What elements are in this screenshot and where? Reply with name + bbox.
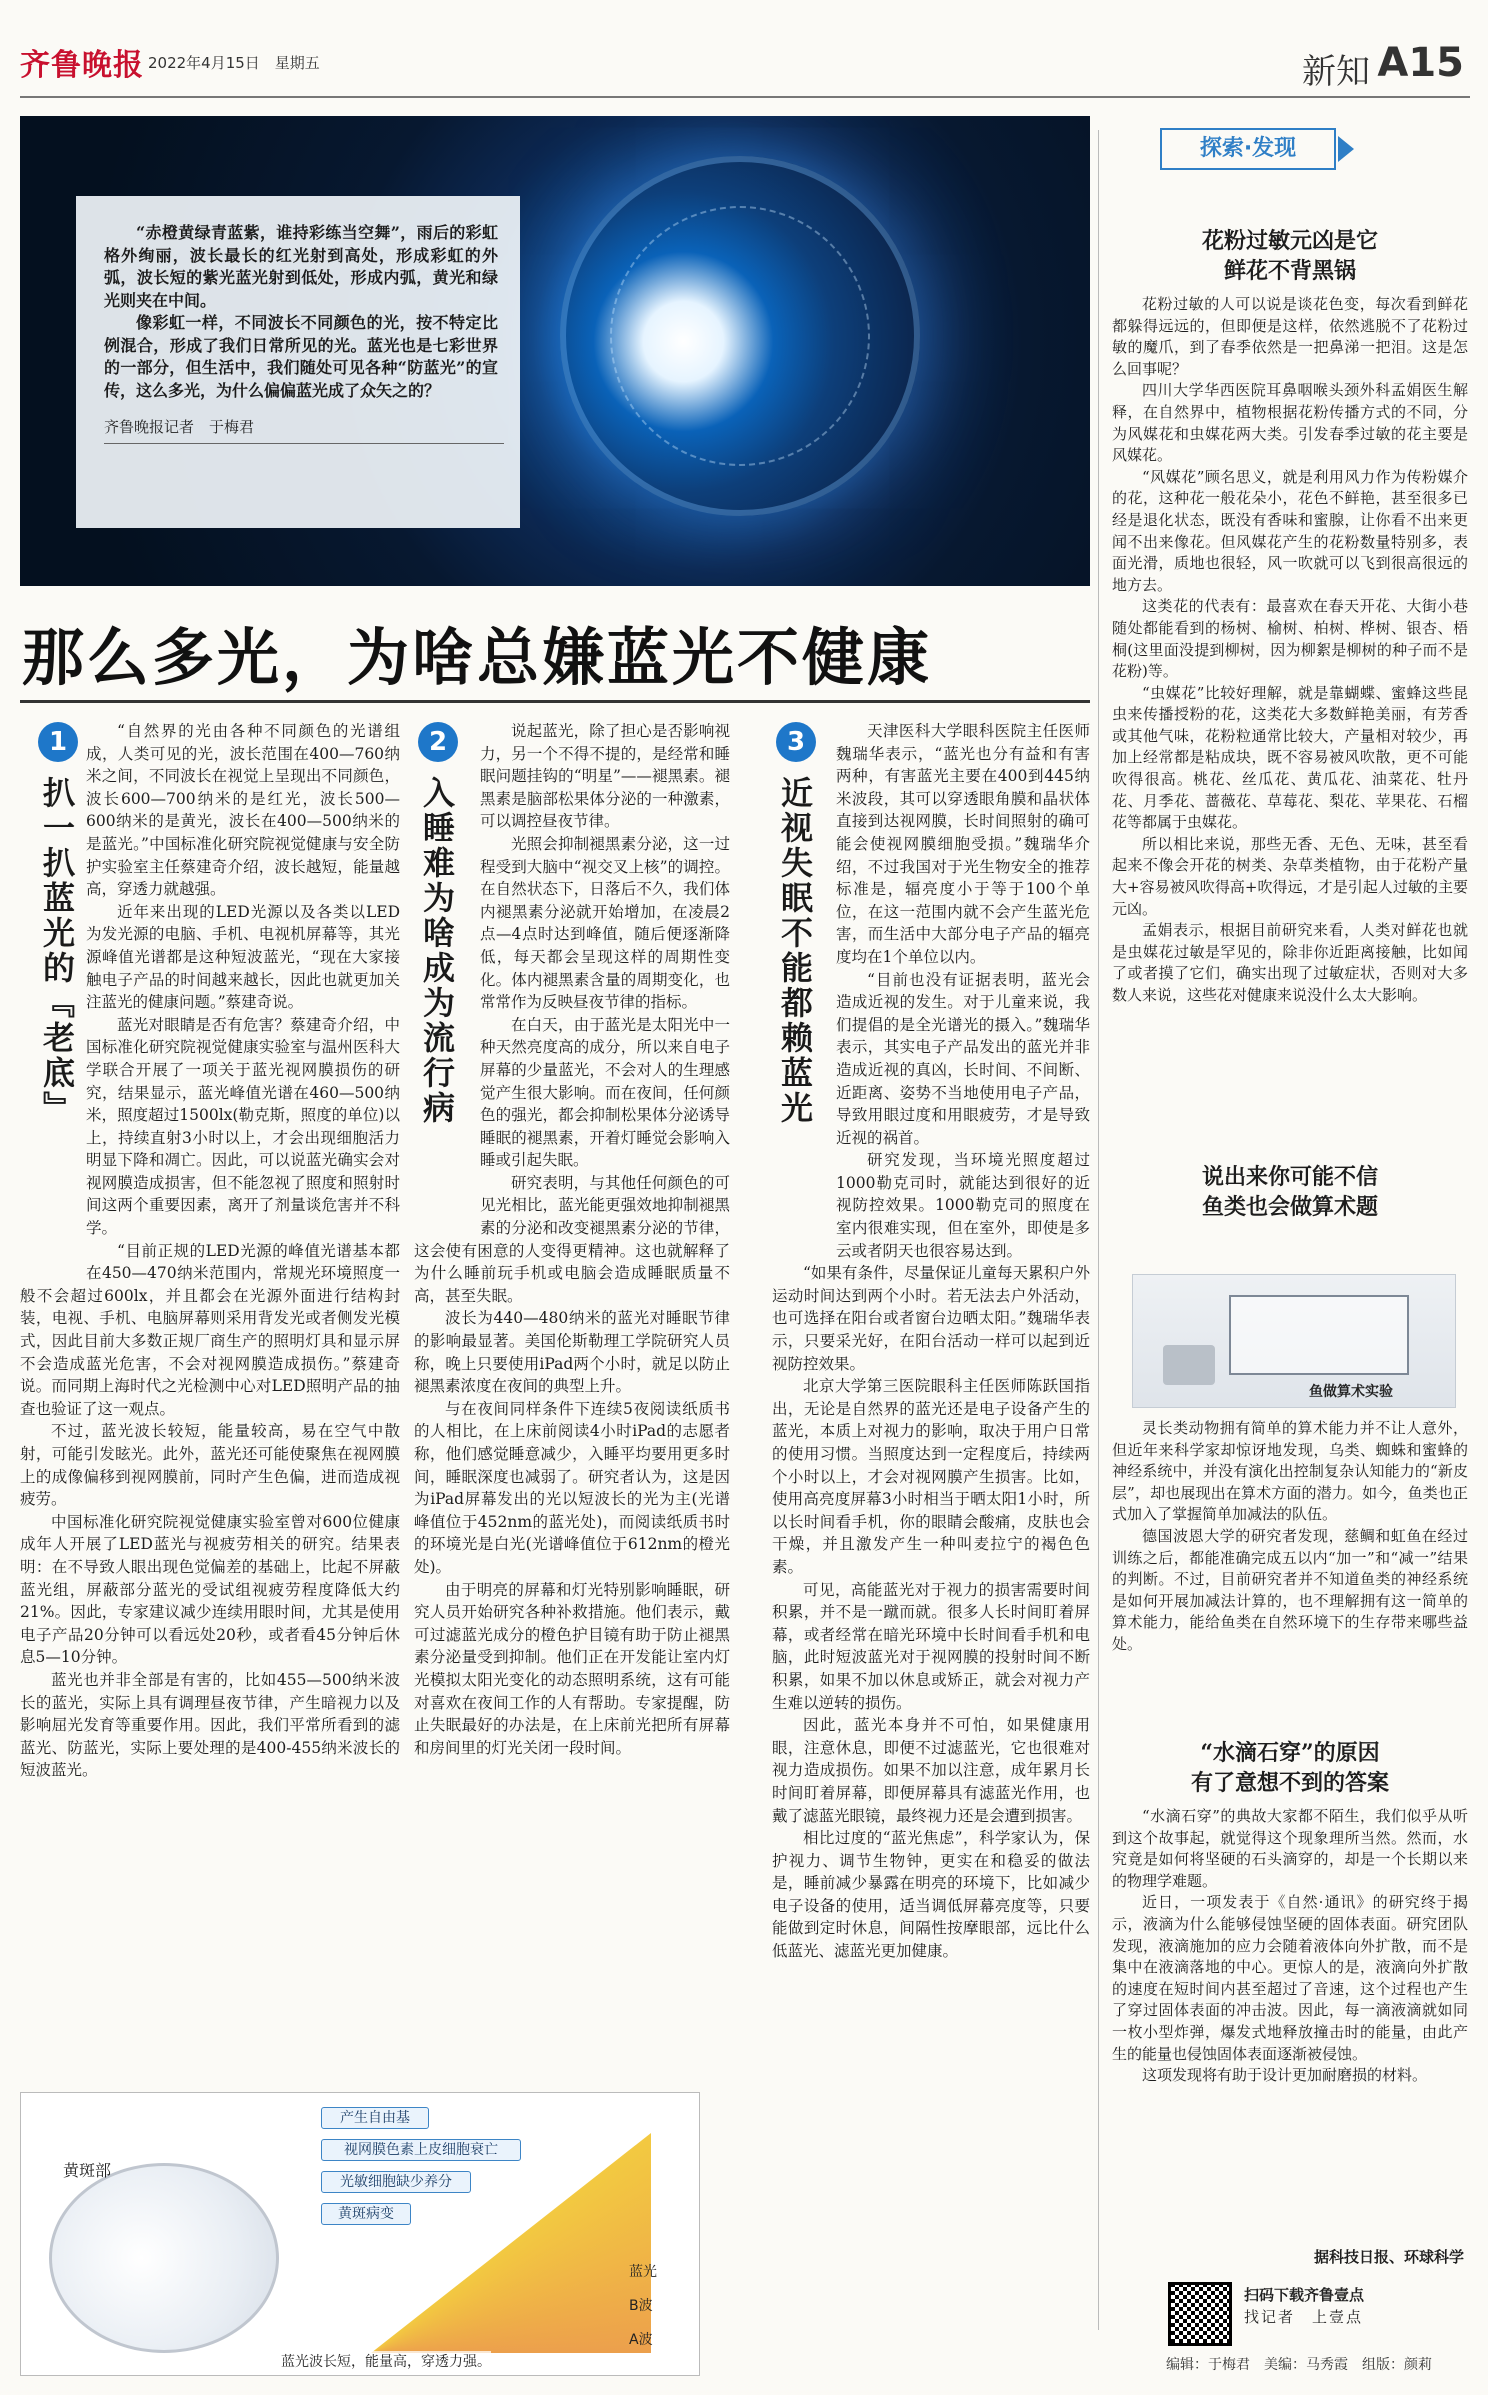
wave-label-blue: 蓝光 — [629, 2264, 657, 2280]
body-paragraph: 说起蓝光，除了担心是否影响视力，另一个不得不提的，是经常和睡眠问题挂钩的“明星”——褪黑素。褪黑素是脑部松果体分泌的一种激素，可以调控昼夜节律。 — [480, 722, 730, 831]
light-spectrum-beam — [371, 2133, 651, 2353]
intro-box — [76, 196, 520, 528]
section-3-body — [772, 720, 1090, 1963]
projector-graphic — [1163, 1345, 1215, 1385]
heading-spacer — [772, 720, 836, 1250]
image-caption: 鱼做算术实验 — [1309, 1384, 1393, 1400]
flow-step: 黄斑病变 — [321, 2203, 411, 2225]
sidebar-article-fish-title — [1112, 1162, 1468, 1222]
article-title: 花粉过敏元凶是它 — [1201, 228, 1378, 254]
hero-eye-image — [20, 116, 1090, 586]
page-number: A15 — [1377, 40, 1464, 86]
body-paragraph: 近日，一项发表于《自然·通讯》的研究终于揭示，液滴为什么能够侵蚀坚硬的固体表面。研究团队发现，液滴施加的应力会随着液体向外扩散，而不是集中在液滴落地的中心。更惊人的是，液滴向外扩散的速度在短时间内甚至超过了音速，这个过程也产生了穿过固体表面的冲击波。因此，每一滴液滴就如同一枚小型炸弹，爆发式地释放撞击时的能量，由此产生的能量也侵蚀固体表面逐渐被侵蚀。 — [1112, 1893, 1468, 2063]
body-paragraph: 研究表明，与其他任何颜色的可见光相比，蓝光能更强效地抑制褪黑素的分泌和改变褪黑素分泌的节律，这会使有困意的人变得更精神。这也就解释了为什么睡前玩手机或电脑会造成睡眠质量不高，甚至失眠。 — [414, 1173, 730, 1305]
section-heading: 扒一扒蓝光的『老底』 — [38, 776, 76, 1126]
body-paragraph: 近年来出现的LED光源以及各类以LED为发光源的电脑、手机、电视机屏幕等，其光源峰值光谱都是这种短波蓝光，“现在大家接触电子产品的时间越来越长，因此也就更加关注蓝光的健康问题。”蔡建奇说。 — [86, 902, 400, 1012]
article-title: “水滴石穿”的原因 — [1200, 1740, 1380, 1766]
section-number-badge: 3 — [776, 722, 816, 762]
sidebar-article-fish — [1112, 1418, 1468, 1656]
body-paragraph: 北京大学第三医院眼科主任医师陈跃国指出，无论是自然界的蓝光还是电子设备产生的蓝光，本质上对视力的影响，取决于用户日常的使用习惯。当照度达到一定程度后，持续两个小时以上，才会对视网膜产生损害。比如，使用高亮度屏幕3小时相当于晒太阳1小时，所以长时间看手机，你的眼睛会酸痛，皮肤也会干燥，并且激发产生一种叫麦拉宁的褐色色素。 — [772, 1377, 1090, 1576]
body-paragraph: 孟娟表示，根据目前研究来看，人类对鲜花也就是虫媒花过敏是罕见的，除非你近距离接触，比如闻了或者摸了它们，确实出现了过敏症状，否则对大多数人来说，这些花对健康来说没什么太大影响。 — [1112, 921, 1468, 1004]
sidebar-article-pollen — [1112, 226, 1468, 1007]
intro-paragraph: “赤橙黄绿青蓝紫，谁持彩练当空舞”，雨后的彩虹格外绚丽，波长最长的红光射到高处，形成彩虹的外弧，波长短的紫光蓝光射到低处，形成内弧，黄光和绿光则夹在中间。 — [104, 223, 498, 310]
editor-credits: 编辑：于梅君 美编：马秀霞 组版：颜莉 — [1166, 2357, 1432, 2373]
byline-rule — [104, 443, 504, 444]
body-paragraph: “水滴石穿”的典故大家都不陌生，我们似乎从听到这个故事起，就觉得这个现象理所当然。然而，水究竟是如何将坚硬的石头滴穿的，却是一个长期以来的物理学难题。 — [1112, 1807, 1468, 1890]
body-paragraph: 相比过度的“蓝光焦虑”，科学家认为，保护视力、调节生物钟，更实在和稳妥的做法是，睡前减少暴露在明亮的环境下，比如减少电子设备的使用，适当调低屏幕亮度等，只要能做到定时休息，间隔性按摩眼部，远比什么低蓝光、滤蓝光更加健康。 — [772, 1829, 1090, 1961]
body-paragraph: “自然界的光由各种不同颜色的光谱组成，人类可见的光，波长范围在400—760纳米之间，不同波长在视觉上呈现出不同颜色，波长600—700纳米的是红光，波长500—600纳米的是黄光，波长在400—500纳米的是蓝光。”中国标准化研究院视觉健康与安全防护实验室主任蔡建奇介绍，波长越短，能量越高，穿透力就越强。 — [86, 722, 400, 899]
eye-cross-section — [49, 2163, 279, 2353]
body-paragraph: 因此，蓝光本身并不可怕，如果健康用眼，注意休息，即便不过滤蓝光，它也很难对视力造成损伤。如果不加以注意，成年累月长时间盯着屏幕，即便屏幕具有滤蓝光作用，也戴了滤蓝光眼镜，最终视力还是会遭到损害。 — [772, 1716, 1090, 1825]
body-paragraph: 灵长类动物拥有简单的算术能力并不让人意外，但近年来科学家却惊讶地发现，乌类、蜘蛛和蜜蜂的神经系统中，并没有演化出控制复杂认知能力的“新皮层”，却也展现出在算术方面的潜力。如今，鱼类也正式加入了掌握简单加减法的队伍。 — [1112, 1419, 1468, 1524]
macula-label: 黄斑部 — [63, 2161, 112, 2180]
flow-step: 产生自由基 — [321, 2107, 429, 2129]
flow-step: 光敏细胞缺少养分 — [321, 2171, 471, 2193]
body-paragraph: 这类花的代表有：最喜欢在春天开花、大街小巷随处都能看到的杨树、榆树、柏树、桦树、银杏、梧桐(这里面没提到柳树，因为柳絮是柳树的种子而不是花粉)等。 — [1112, 597, 1468, 681]
body-paragraph: 天津医科大学眼科医院主任医师魏瑞华表示，“蓝光也分有益和有害两种，有害蓝光主要在400到445纳米波段，其可以穿透眼角膜和晶状体直接到达视网膜，长时间照射的确可能会使视网膜细胞受损。”魏瑞华介绍，不过我国对于光生物安全的推荐标准是，辐亮度小于等于100个单位，在这一范围内就不会产生蓝光危害，而生活中大部分电子产品的辐亮度均在1个单位以内。 — [836, 722, 1090, 966]
section-number-badge: 1 — [38, 722, 78, 762]
section-1-body — [20, 720, 400, 1782]
main-headline: 那么多光，为啥总嫌蓝光不健康 — [22, 621, 933, 694]
column-tag: 探索·发现 — [1160, 128, 1336, 170]
article-subtitle: 鱼类也会做算术题 — [1201, 1194, 1378, 1220]
diagram-caption: 蓝光波长短，能量高，穿透力强。 — [281, 2351, 491, 2371]
section-heading: 入睡难为啥成为流行病 — [418, 776, 456, 1126]
flow-step: 视网膜色素上皮细胞衰亡 — [321, 2139, 521, 2161]
qr-code-icon[interactable] — [1168, 2282, 1232, 2346]
body-paragraph: 中国标准化研究院视觉健康实验室曾对600位健康成年人开展了LED蓝光与视疲劳相关的研究。结果表明：在不导致人眼出现色觉偏差的基础上，比起不屏蔽蓝光组，屏蔽部分蓝光的受试组视疲劳程度降低大约21%。因此，专家建议减少连续用眼时间，尤其是使用电子产品20分钟可以看远处20秒，或者看45分钟后休息5—10分钟。 — [20, 1512, 400, 1667]
body-paragraph: “目前也没有证据表明，蓝光会造成近视的发生。对于儿童来说，我们提倡的是全光谱光的摄入。”魏瑞华表示，其实电子产品发出的蓝光并非造成近视的真凶，长时间、不间断、近距离、姿势不当地使用电子产品，导致用眼过度和用眼疲劳，才是导致近视的祸首。 — [836, 970, 1090, 1147]
wave-label-a: A波 — [629, 2332, 653, 2348]
headline-rule — [20, 700, 1090, 703]
article-source: 据科技日报、环球科学 — [1313, 2248, 1464, 2266]
issue-date: 2022年4月15日 星期五 — [148, 54, 320, 72]
blue-light-diagram — [20, 2092, 700, 2376]
article-title: 说出来你可能不信 — [1201, 1164, 1378, 1190]
article-subtitle: 鲜花不背黑锅 — [1223, 258, 1356, 284]
sidebar-article-water — [1112, 1738, 1468, 2087]
section-2-body — [414, 720, 730, 1759]
body-paragraph: 所以相比来说，那些无香、无色、无味，甚至看起来不像会开花的树类、杂草类植物，由于花粉产量大+容易被风吹得高+吹得远，才是引起人过敏的主要元凶。 — [1112, 834, 1468, 918]
fish-tank-graphic — [1229, 1295, 1409, 1375]
scan-subprompt: 找记者 上壹点 — [1244, 2308, 1364, 2326]
section-heading: 近视失眠不能都赖蓝光 — [776, 776, 814, 1126]
header-rule — [20, 96, 1470, 98]
body-paragraph: 研究发现，当环境光照度超过1000勒克司时，就能达到很好的近视防控效果。1000勒克司的照度在室内很难实现，但在室外，即使是多云或者阴天也很容易达到。 — [836, 1151, 1090, 1260]
newspaper-logo: 齐鲁晚报 — [20, 48, 144, 83]
body-paragraph: “目前正规的LED光源的峰值光谱基本都在450—470纳米范围内，常规光环境照度一般不会超过600lx，并且都会在光源外面进行结构封装，电视、手机、电脑屏幕则采用背发光或者侧发光模式，因此目前大多数正规厂商生产的照明灯具和显示屏不会造成蓝光危害，不会对视网膜造成损伤。”蔡建奇说。而同期上海时代之光检测中心对LED照明产品的抽查也验证了这一观点。 — [20, 1241, 400, 1418]
body-paragraph: “如果有条件，尽量保证儿童每天累积户外运动时间达到两个小时。若无法去户外活动，也可选择在阳台或者窗台边晒太阳。”魏瑞华表示，只要采光好，在阳台活动一样可以起到近视防控效果。 — [772, 1264, 1090, 1373]
article-subtitle: 有了意想不到的答案 — [1190, 1770, 1389, 1796]
body-paragraph: 花粉过敏的人可以说是谈花色变，每次看到鲜花都躲得远远的，但即便是这样，依然逃脱不了花粉过敏的魔爪，到了春季依然是一把鼻涕一把泪。这是怎么回事呢？ — [1112, 295, 1468, 378]
intro-paragraph: 像彩虹一样，不同波长不同颜色的光，按不特定比例混合，形成了我们日常所见的光。蓝光也是七彩世界的一部分，但生活中，我们随处可见各种“防蓝光”的宣传，这么多光，为什么偏偏蓝光成了众矢之的？ — [104, 313, 498, 400]
body-paragraph: 四川大学华西医院耳鼻咽喉头颈外科孟娟医生解释，在自然界中，植物根据花粉传播方式的不同，分为风媒花和虫媒花两大类。引发春季过敏的花主要是风媒花。 — [1112, 381, 1468, 465]
body-paragraph: “虫媒花”比较好理解，就是靠蝴蝶、蜜蜂这些昆虫来传播授粉的花，这类花大多数鲜艳美丽，有芳香或其他气味，花粉粒通常比较大，产量相对较少，再加上经常都是粘成块，既不容易被风吹散，更不可能吹得很高。桃花、丝瓜花、黄瓜花、油菜花、牡丹花、月季花、蔷薇花、草莓花、梨花、苹果花、石榴花等都属于虫媒花。 — [1112, 683, 1468, 832]
fish-experiment-image — [1132, 1274, 1456, 1408]
body-paragraph: 由于明亮的屏幕和灯光特别影响睡眠，研究人员开始研究各种补救措施。他们表示，戴可过滤蓝光成分的橙色护目镜有助于防止褪黑素分泌量受到抑制。他们正在开发能让室内灯光模拟太阳光变化的动态照明系统，这有可能对喜欢在夜间工作的人有帮助。专家提醒，防止失眠最好的办法是，在上床前光把所有屏幕和房间里的灯光关闭一段时间。 — [414, 1580, 730, 1757]
scan-prompt: 扫码下载齐鲁壹点 — [1244, 2286, 1365, 2304]
body-paragraph: “风媒花”顾名思义，就是利用风力作为传粉媒介的花，这种花一般花朵小，花色不鲜艳，甚至很多已经是退化状态，既没有香味和蜜腺，让你看不出来更闻不出来像花。但风媒花产生的花粉数量特别多，表面光滑，质地也很轻，风一吹就可以飞到很高很远的地方去。 — [1112, 467, 1468, 594]
body-paragraph: 不过，蓝光波长较短，能量较高，易在空气中散射，可能引发眩光。此外，蓝光还可能使聚焦在视网膜上的成像偏移到视网膜前，同时产生色偏，进而造成视疲劳。 — [20, 1422, 400, 1509]
masthead — [20, 30, 1470, 90]
section-name: 新知 — [1302, 52, 1370, 92]
body-paragraph: 在白天，由于蓝光是太阳光中一种天然亮度高的成分，所以来自电子屏幕的少量蓝光，不会对人的生理感觉产生很大影响。而在夜间，任何颜色的强光，都会抑制松果体分泌诱导睡眠的褪黑素，开着灯睡觉会影响入睡或引起失眠。 — [480, 1015, 730, 1170]
body-paragraph: 蓝光对眼睛是否有危害？蔡建奇介绍，中国标准化研究院视觉健康实验室与温州医科大学联合开展了一项关于蓝光视网膜损伤的研究，结果显示，蓝光峰值光谱在460—500纳米，照度超过1500lx(勒克斯，照度的单位)以上，持续直射3小时以上，才会出现细胞活力明显下降和凋亡。因此，可以说蓝光确实会对视网膜造成损害，但不能忽视了照度和照射时间这两个重要因素，离开了剂量谈危害并不科学。 — [86, 1015, 400, 1238]
eye-iris-ring — [610, 206, 870, 466]
heading-spacer — [20, 720, 86, 1280]
body-paragraph: 德国波恩大学的研究者发现，慈鲷和虹鱼在经过训练之后，都能准确完成五以内“加一”和“减一”结果的判断。不过，目前研究者并不知道鱼类的神经系统是如何开展加减法计算的，也不理解拥有这一简单的算术能力，能给鱼类在自然环境下的生存带来哪些益处。 — [1112, 1526, 1468, 1653]
body-paragraph: 与在夜间同样条件下连续5夜阅读纸质书的人相比，在上床前阅读4小时iPad的志愿者称，他们感觉睡意减少，入睡平均要用更多时间，睡眠深度也减弱了。研究者认为，这是因为iPad屏幕发出的光以短波长的光为主(光谱峰值位于452nm的蓝光处)，而阅读纸质书时的环境光是白光(光谱峰值位于612nm的橙光处)。 — [414, 1399, 730, 1576]
body-paragraph: 这项发现将有助于设计更加耐磨损的材料。 — [1142, 2066, 1428, 2085]
section-number-badge: 2 — [418, 722, 458, 762]
heading-spacer — [414, 720, 480, 1230]
reporter-byline: 齐鲁晚报记者 于梅君 — [104, 418, 255, 436]
column-divider — [1098, 130, 1099, 2330]
body-paragraph: 光照会抑制褪黑素分泌，这一过程受到大脑中“视交叉上核”的调控。在自然状态下，日落后不久，我们体内褪黑素分泌就开始增加，在凌晨2点—4点时达到峰值，随后便逐渐降低，每天都会呈现这样的周期性变化。体内褪黑素含量的周期变化，也常常作为反映昼夜节律的指标。 — [480, 834, 730, 1012]
body-paragraph: 波长为440—480纳米的蓝光对睡眠节律的影响最显著。美国伦斯勒理工学院研究人员称，晚上只要使用iPad两个小时，就足以防止褪黑素浓度在夜间的典型上升。 — [414, 1309, 730, 1396]
body-paragraph: 可见，高能蓝光对于视力的损害需要时间积累，并不是一蹴而就。很多人长时间盯着屏幕，或者经常在暗光环境中长时间看手机和电脑，此时短波蓝光对于视网膜的投射时间不断积累，如果不加以休息或矫正，就会对视力产生难以逆转的损伤。 — [772, 1580, 1090, 1712]
tag-arrow-icon — [1338, 136, 1354, 162]
wave-label-b: B波 — [629, 2298, 653, 2314]
body-paragraph: 蓝光也并非全部是有害的，比如455—500纳米波长的蓝光，实际上具有调理昼夜节律，产生暗视力以及影响屈光发育等重要作用。因此，我们平常所看到的滤蓝光、防蓝光，实际上要处理的是400-455纳米波长的短波蓝光。 — [20, 1670, 400, 1780]
